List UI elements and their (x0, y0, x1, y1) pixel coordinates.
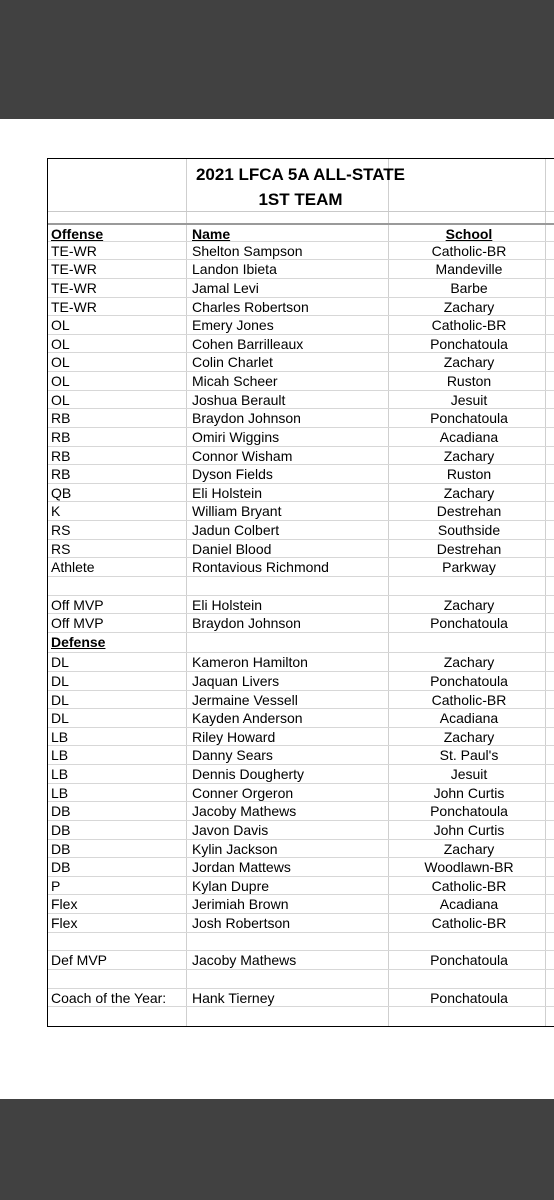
name-cell: Conner Orgeron (192, 784, 294, 801)
name-cell: Jacoby Mathews (192, 952, 297, 969)
school-cell: Zachary (443, 354, 495, 371)
position-cell: OL (51, 335, 70, 352)
position-cell: LB (51, 784, 69, 801)
table-row (48, 970, 554, 989)
table-row (48, 353, 554, 372)
name-cell: Danny Sears (192, 747, 273, 764)
name-cell: Jadun Colbert (192, 522, 280, 538)
position-cell: TE-WR (51, 261, 97, 278)
name-cell: Rontavious Richmond (192, 559, 329, 576)
name-cell: Joshua Berault (192, 391, 286, 408)
name-cell: Micah Scheer (192, 373, 278, 389)
table-row (48, 614, 554, 633)
position-cell: RS (51, 540, 71, 557)
school-cell: Ponchatoula (430, 989, 508, 1006)
table-row (48, 298, 554, 317)
title-line-2: 1ST TEAM (258, 190, 343, 209)
position-cell: Off MVP (51, 596, 104, 613)
table-row (48, 391, 554, 410)
name-cell: Jacoby Mathews (192, 803, 297, 820)
table-row (48, 465, 554, 484)
school-cell: Ponchatoula (430, 803, 508, 820)
position-cell: DL (51, 710, 69, 727)
name-cell: Hank Tierney (192, 989, 275, 1006)
table-row (48, 260, 554, 279)
position-cell: DB (51, 859, 71, 876)
position-cell: Def MVP (51, 952, 108, 969)
school-cell: Zachary (443, 484, 495, 501)
school-cell: Destrehan (436, 503, 502, 520)
position-cell: Coach of the Year: (51, 989, 167, 1006)
school-cell: Jesuit (450, 766, 488, 782)
defense-header-row (48, 633, 554, 654)
name-cell: Josh Robertson (192, 915, 291, 931)
name-cell: Dennis Dougherty (192, 766, 305, 782)
table-row (48, 746, 554, 765)
school-cell: Zachary (443, 298, 495, 315)
table-row (48, 728, 554, 747)
school-cell: Southside (437, 522, 501, 538)
table-row (48, 596, 554, 615)
bottom-dark-bar (0, 1099, 554, 1200)
table-row (48, 521, 554, 540)
top-dark-bar (0, 0, 554, 119)
table-row (48, 242, 554, 261)
position-cell: LB (51, 728, 69, 745)
position-cell: LB (51, 766, 69, 782)
position-cell: TE-WR (51, 242, 97, 259)
school-cell: Catholic-BR (431, 915, 507, 931)
position-cell: OL (51, 373, 70, 389)
school-cell: Barbe (450, 279, 488, 296)
school-cell: Catholic-BR (431, 691, 507, 708)
table-row (48, 784, 554, 803)
table-row (48, 428, 554, 447)
name-cell: Charles Robertson (192, 298, 309, 315)
table-row (48, 840, 554, 859)
table-row (48, 691, 554, 710)
table-row (48, 335, 554, 354)
name-cell: Daniel Blood (192, 540, 272, 557)
position-cell: OL (51, 354, 70, 371)
school-cell: Catholic-BR (431, 877, 507, 894)
school-cell: Destrehan (436, 540, 502, 557)
table-row (48, 858, 554, 877)
position-cell: DL (51, 691, 69, 708)
position-cell: RB (51, 466, 71, 483)
position-cell: DB (51, 840, 71, 857)
table-row (48, 409, 554, 428)
name-cell: Riley Howard (192, 728, 276, 745)
name-cell: Braydon Johnson (192, 410, 301, 427)
position-cell: TE-WR (51, 279, 97, 296)
school-cell: Parkway (442, 559, 496, 576)
name-cell: Cohen Barrilleaux (192, 335, 304, 352)
position-cell: QB (51, 484, 72, 501)
sheet-title (48, 159, 554, 212)
table-row (48, 821, 554, 840)
roster-table (48, 223, 554, 1007)
name-cell: Kayden Anderson (192, 710, 303, 727)
school-cell: Jesuit (450, 391, 488, 408)
table-row (48, 484, 554, 503)
table-row (48, 577, 554, 596)
school-cell: Mandeville (435, 261, 503, 278)
table-row (48, 933, 554, 952)
column-header-row (48, 223, 554, 242)
position-cell: OL (51, 317, 70, 334)
table-row (48, 653, 554, 672)
position-cell: K (51, 503, 61, 520)
name-cell: Connor Wisham (192, 447, 293, 464)
table-row (48, 540, 554, 559)
school-cell: Ponchatoula (430, 410, 508, 427)
position-cell: DB (51, 821, 71, 838)
table-row (48, 372, 554, 391)
offense-header: Offense (51, 226, 104, 242)
school-cell: Catholic-BR (431, 317, 507, 334)
school-cell: Zachary (443, 596, 495, 613)
name-cell: Shelton Sampson (192, 242, 303, 259)
position-cell: DB (51, 803, 71, 820)
table-row (48, 672, 554, 691)
title-line-1: 2021 LFCA 5A ALL-STATE (195, 165, 406, 184)
name-cell: Dyson Fields (192, 466, 273, 483)
name-cell: Jordan Mattews (192, 859, 291, 876)
table-row (48, 802, 554, 821)
school-cell: Ruston (446, 373, 492, 389)
name-cell: Colin Charlet (192, 354, 273, 371)
school-cell: Ponchatoula (430, 335, 508, 352)
name-cell: Jamal Levi (192, 279, 259, 296)
school-header: School (445, 226, 493, 242)
name-cell: Kylin Jackson (192, 840, 278, 857)
defense-header: Defense (51, 633, 106, 650)
table-row (48, 279, 554, 298)
school-cell: Acadiana (439, 428, 499, 445)
school-cell: Acadiana (439, 710, 499, 727)
position-cell: RB (51, 447, 71, 464)
table-row (48, 951, 554, 970)
position-cell: Flex (51, 896, 78, 913)
name-cell: Kylan Dupre (192, 877, 270, 894)
table-row (48, 877, 554, 896)
school-cell: Acadiana (439, 896, 499, 913)
school-cell: Ponchatoula (430, 615, 508, 632)
school-cell: Zachary (443, 728, 495, 745)
table-row (48, 502, 554, 521)
name-cell: Jaquan Livers (192, 672, 280, 689)
school-cell: Ruston (446, 466, 492, 483)
name-cell: Omiri Wiggins (192, 428, 280, 445)
name-cell: Javon Davis (192, 821, 269, 838)
position-cell: RS (51, 522, 71, 538)
school-cell: Zachary (443, 447, 495, 464)
name-cell: Braydon Johnson (192, 615, 301, 632)
school-cell: Catholic-BR (431, 242, 507, 259)
name-cell: Kameron Hamilton (192, 654, 308, 671)
school-cell: John Curtis (433, 821, 505, 838)
name-cell: Jermaine Vessell (192, 691, 298, 708)
table-row (48, 989, 554, 1008)
school-cell: John Curtis (433, 784, 505, 801)
school-cell: Woodlawn-BR (424, 859, 514, 876)
table-row (48, 558, 554, 577)
name-cell: Eli Holstein (192, 484, 263, 501)
all-state-spreadsheet (47, 158, 554, 1027)
school-cell: St. Paul's (439, 747, 499, 764)
name-cell: William Bryant (192, 503, 282, 520)
table-row (48, 765, 554, 784)
school-cell: Zachary (443, 654, 495, 671)
school-cell: Zachary (443, 840, 495, 857)
position-cell: RB (51, 410, 71, 427)
table-row (48, 895, 554, 914)
position-cell: RB (51, 428, 71, 445)
position-cell: DL (51, 672, 69, 689)
position-cell: OL (51, 391, 70, 408)
position-cell: Athlete (51, 559, 95, 576)
name-cell: Jerimiah Brown (192, 896, 289, 913)
table-row (48, 316, 554, 335)
school-cell: Ponchatoula (430, 952, 508, 969)
position-cell: Off MVP (51, 615, 104, 632)
table-row (48, 447, 554, 466)
name-cell: Eli Holstein (192, 596, 263, 613)
school-cell: Ponchatoula (430, 672, 508, 689)
position-cell: TE-WR (51, 298, 97, 315)
position-cell: Flex (51, 915, 78, 931)
name-header: Name (192, 226, 231, 242)
position-cell: LB (51, 747, 69, 764)
name-cell: Landon Ibieta (192, 261, 277, 278)
position-cell: P (51, 877, 61, 894)
table-row (48, 914, 554, 933)
name-cell: Emery Jones (192, 317, 274, 334)
table-row (48, 709, 554, 728)
position-cell: DL (51, 654, 69, 671)
